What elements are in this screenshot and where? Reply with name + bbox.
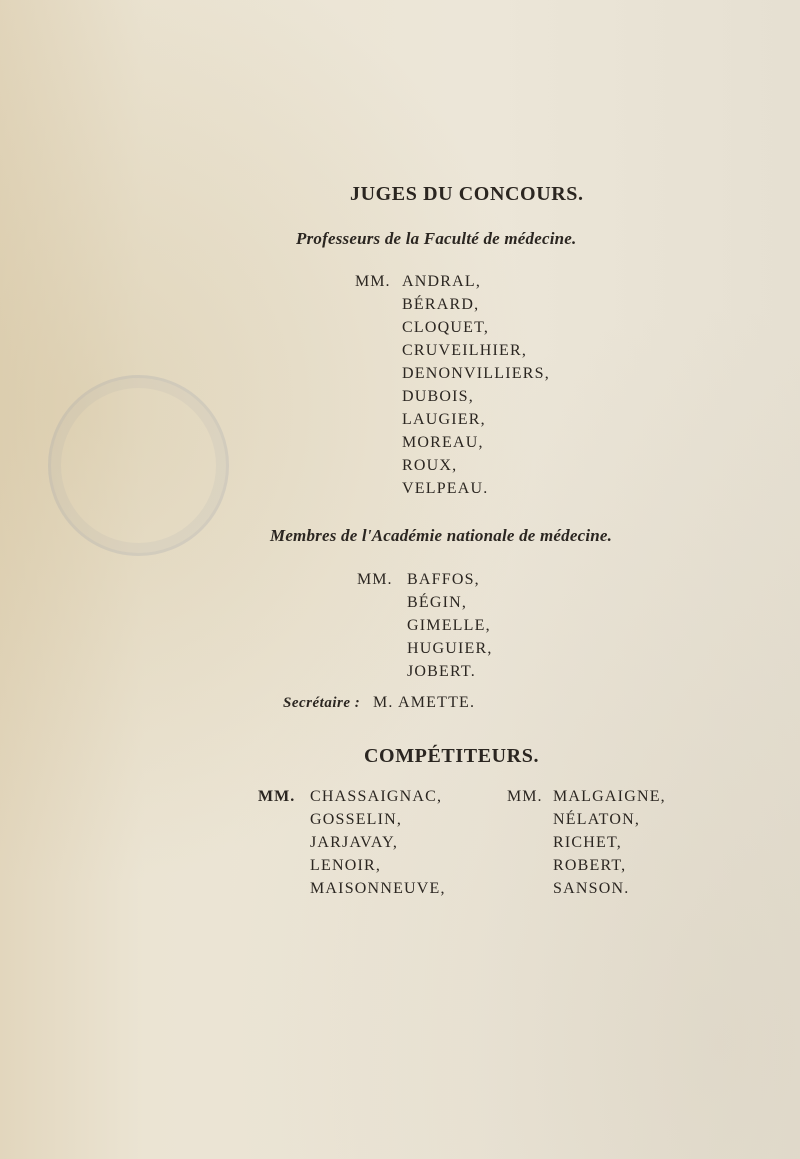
professor-name: VELPEAU. bbox=[402, 480, 489, 497]
professors-prefix: MM. bbox=[355, 273, 391, 290]
secretary-label: Secrétaire : bbox=[283, 695, 361, 711]
academy-member-name: HUGUIER, bbox=[407, 640, 493, 657]
professor-name: ROUX, bbox=[402, 457, 458, 474]
professor-name: ANDRAL, bbox=[402, 273, 482, 290]
professors-subtitle: Professeurs de la Faculté de médecine. bbox=[296, 229, 577, 248]
professor-name: MOREAU, bbox=[402, 434, 484, 451]
academy-member-name: JOBERT. bbox=[407, 663, 476, 680]
professor-name: CLOQUET, bbox=[402, 319, 490, 336]
competitor-name: MAISONNEUVE, bbox=[310, 880, 446, 897]
competitors-heading: COMPÉTITEURS. bbox=[364, 745, 540, 767]
professor-name: DENONVILLIERS, bbox=[402, 365, 550, 382]
academy-member-name: GIMELLE, bbox=[407, 617, 491, 634]
competitor-name: NÉLATON, bbox=[553, 811, 641, 828]
judges-heading: JUGES DU CONCOURS. bbox=[350, 183, 584, 205]
library-stamp bbox=[48, 375, 229, 556]
competitor-name: RICHET, bbox=[553, 834, 622, 851]
competitors-right-prefix: MM. bbox=[507, 788, 543, 805]
academy-subtitle: Membres de l'Académie nationale de médecine. bbox=[270, 526, 613, 545]
professor-name: BÉRARD, bbox=[402, 296, 480, 313]
professor-name: DUBOIS, bbox=[402, 388, 474, 405]
academy-member-name: BAFFOS, bbox=[407, 571, 480, 588]
academy-member-name: BÉGIN, bbox=[407, 594, 468, 611]
competitor-name: SANSON. bbox=[553, 880, 630, 897]
competitor-name: GOSSELIN, bbox=[310, 811, 403, 828]
secretary-name: M. AMETTE. bbox=[373, 694, 476, 711]
competitor-name: LENOIR, bbox=[310, 857, 382, 874]
professor-name: CRUVEILHIER, bbox=[402, 342, 528, 359]
academy-prefix: MM. bbox=[357, 571, 393, 588]
competitor-name: MALGAIGNE, bbox=[553, 788, 666, 805]
professor-name: LAUGIER, bbox=[402, 411, 486, 428]
competitor-name: CHASSAIGNAC, bbox=[310, 788, 443, 805]
competitors-left-prefix: MM. bbox=[258, 788, 296, 805]
competitor-name: JARJAVAY, bbox=[310, 834, 399, 851]
competitor-name: ROBERT, bbox=[553, 857, 627, 874]
